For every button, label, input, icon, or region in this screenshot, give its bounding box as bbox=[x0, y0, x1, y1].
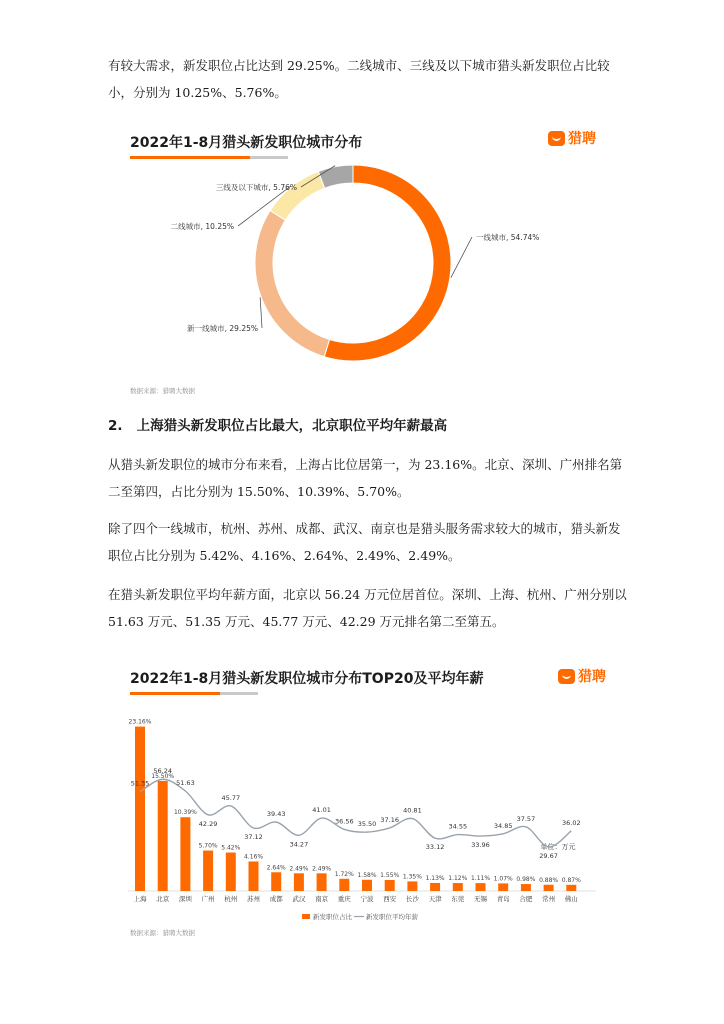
bar-青岛 bbox=[498, 883, 508, 891]
combo-data-source: 数据来源：猎聘大数据 bbox=[130, 929, 195, 937]
category-label: 西安 bbox=[383, 895, 397, 903]
paragraph-city-ranking: 从猎头新发职位的城市分布来看，上海占比位居第一，为 23.16%。北京、深圳、广州排名第二至第四，占比分别为 15.50%、10.39%、5.70%。 bbox=[108, 457, 623, 499]
bar-value-label: 15.50% bbox=[151, 772, 175, 780]
slice-tier3 bbox=[318, 165, 353, 188]
category-label: 南京 bbox=[315, 895, 329, 903]
salary-value-label: 36.02 bbox=[561, 818, 581, 827]
slice-tier1 bbox=[324, 165, 451, 361]
bar-长沙 bbox=[407, 881, 417, 891]
category-label: 深圳 bbox=[178, 895, 192, 903]
category-label: 无锡 bbox=[474, 895, 487, 903]
bar-value-label: 5.70% bbox=[198, 842, 218, 850]
paragraph-other-cities: 除了四个一线城市，杭州、苏州、成都、武汉、南京也是猎头服务需求较大的城市，猎头新发职位占比分别为 5.42%、4.16%、2.64%、2.49%、2.49%。 bbox=[108, 521, 621, 563]
bar-武汉 bbox=[294, 873, 304, 891]
section-heading: 2. 上海猎头新发职位占比最大，北京职位平均年薪最高 bbox=[108, 418, 448, 434]
category-label: 北京 bbox=[156, 895, 170, 903]
bar-value-label: 5.42% bbox=[221, 844, 241, 852]
category-label: 苏州 bbox=[247, 895, 260, 903]
salary-value-label: 45.77 bbox=[221, 793, 241, 802]
salary-value-label: 33.12 bbox=[425, 843, 445, 852]
donut-chart-card bbox=[118, 118, 608, 398]
paragraph-salary: 在猎头新发职位平均年薪方面，北京以 56.24 万元位居首位。深圳、上海、杭州、广州分别以 51.63 万元、51.35 万元、45.77 万元、42.29 万元排名第二至第五。 bbox=[108, 587, 627, 629]
leader-line bbox=[451, 237, 472, 278]
category-label: 佛山 bbox=[564, 895, 578, 903]
legend-line-label: 新发职位平均年薪 bbox=[366, 913, 418, 921]
bar-佛山 bbox=[566, 885, 576, 891]
bar-常州 bbox=[544, 885, 554, 891]
bar-无锡 bbox=[476, 883, 486, 891]
chart-legend bbox=[302, 912, 419, 921]
bar-value-label: 1.58% bbox=[357, 871, 377, 879]
legend-bar-label: 新发职位占比 bbox=[313, 913, 352, 921]
slice-new-tier1 bbox=[255, 211, 330, 357]
salary-value-label: 51.35 bbox=[130, 779, 150, 788]
bar-东莞 bbox=[453, 883, 463, 891]
salary-value-label: 41.01 bbox=[312, 806, 331, 815]
bar-value-label: 4.16% bbox=[243, 853, 264, 861]
category-label: 重庆 bbox=[337, 895, 351, 903]
liepin-logo-icon bbox=[558, 669, 575, 684]
bar-深圳 bbox=[180, 817, 190, 891]
salary-value-label: 35.50 bbox=[357, 820, 377, 829]
bar-value-label: 1.11% bbox=[470, 875, 491, 883]
bar-value-label: 23.16% bbox=[128, 718, 152, 726]
salary-value-label: 42.29 bbox=[198, 819, 218, 828]
bar-value-label: 1.55% bbox=[380, 871, 400, 879]
bar-value-label: 1.72% bbox=[334, 870, 354, 878]
salary-value-label: 51.63 bbox=[176, 779, 195, 788]
paragraph-tier-share: 有较大需求，新发职位占比达到 29.25%。二线城市、三线及以下城市猎头新发职位占比较小，分别为 10.25%、5.76%。 bbox=[108, 58, 610, 100]
bar-南京 bbox=[317, 873, 327, 891]
combo-title-underline-orange bbox=[130, 692, 220, 695]
category-label: 东莞 bbox=[451, 895, 465, 903]
bar-天津 bbox=[430, 883, 440, 891]
bar-重庆 bbox=[339, 879, 349, 891]
salary-value-label: 34.27 bbox=[289, 840, 309, 849]
bar-value-label: 1.35% bbox=[402, 873, 422, 881]
donut-chart bbox=[118, 148, 608, 398]
category-label: 合肥 bbox=[519, 895, 533, 903]
liepin-logo-text: 猎聘 bbox=[578, 669, 606, 685]
category-label: 宁波 bbox=[360, 895, 374, 903]
bar-value-label: 1.13% bbox=[425, 874, 445, 882]
category-label: 杭州 bbox=[224, 895, 238, 903]
legend-bar-swatch bbox=[302, 914, 310, 919]
donut-label-tier1: 一线城市, 54.74% bbox=[476, 233, 540, 242]
combo-chart-title: 2022年1-8月猎头新发职位城市分布TOP20及平均年薪 bbox=[130, 671, 484, 687]
category-label: 武汉 bbox=[292, 895, 306, 903]
donut-label-new_tier1: 新一线城市, 29.25% bbox=[187, 324, 258, 333]
salary-value-label: 39.43 bbox=[266, 810, 286, 819]
salary-value-label: 37.57 bbox=[516, 814, 536, 823]
category-label: 上海 bbox=[133, 895, 147, 903]
category-label: 长沙 bbox=[405, 895, 419, 903]
donut-label-tier3: 三线及以下城市, 5.76% bbox=[215, 183, 297, 192]
leader-line bbox=[260, 297, 262, 328]
category-label: 青岛 bbox=[496, 895, 510, 903]
donut-data-source: 数据来源：猎聘大数据 bbox=[130, 387, 195, 395]
bar-value-label: 10.39% bbox=[173, 809, 197, 817]
salary-value-label: 34.55 bbox=[448, 822, 468, 831]
salary-value-label: 37.12 bbox=[244, 833, 263, 842]
combo-title-underline-grey bbox=[220, 692, 258, 695]
bar-上海 bbox=[135, 727, 145, 891]
bar-成都 bbox=[271, 872, 281, 891]
donut-label-tier2: 二线城市, 10.25% bbox=[170, 222, 234, 231]
bar-杭州 bbox=[226, 853, 236, 891]
combo-chart bbox=[118, 696, 608, 936]
salary-value-label: 36.56 bbox=[334, 817, 354, 826]
unit-label: 单位：万元 bbox=[540, 843, 576, 851]
salary-value-label: 56.24 bbox=[153, 767, 173, 776]
category-label: 常州 bbox=[542, 895, 556, 903]
bar-value-label: 2.49% bbox=[312, 865, 332, 873]
bar-合肥 bbox=[521, 884, 531, 891]
category-label: 成都 bbox=[269, 895, 283, 903]
salary-value-label: 40.81 bbox=[403, 806, 422, 815]
bar-value-label: 0.98% bbox=[516, 876, 536, 884]
category-label: 广州 bbox=[201, 895, 215, 903]
liepin-logo-text: 猎聘 bbox=[568, 131, 596, 147]
bar-value-label: 1.07% bbox=[493, 875, 513, 883]
bar-北京 bbox=[158, 781, 168, 891]
liepin-logo bbox=[548, 128, 596, 148]
salary-value-label: 34.85 bbox=[493, 821, 513, 830]
liepin-logo-icon bbox=[548, 131, 565, 146]
liepin-logo-combo bbox=[558, 666, 606, 686]
bar-value-label: 2.64% bbox=[266, 864, 286, 872]
bar-广州 bbox=[203, 851, 213, 891]
category-label: 天津 bbox=[428, 895, 442, 903]
salary-value-label: 37.16 bbox=[380, 815, 400, 824]
bar-西安 bbox=[385, 880, 395, 891]
bar-value-label: 1.12% bbox=[448, 875, 468, 883]
bar-value-label: 0.87% bbox=[561, 876, 581, 884]
salary-value-label: 33.96 bbox=[471, 841, 490, 850]
bar-苏州 bbox=[249, 861, 259, 891]
bar-value-label: 0.88% bbox=[539, 876, 559, 884]
combo-chart-card bbox=[118, 660, 608, 945]
bar-宁波 bbox=[362, 880, 372, 891]
salary-value-label: 29.67 bbox=[539, 852, 558, 860]
bar-value-label: 2.49% bbox=[289, 865, 309, 873]
donut-chart-title: 2022年1-8月猎头新发职位城市分布 bbox=[130, 135, 363, 151]
